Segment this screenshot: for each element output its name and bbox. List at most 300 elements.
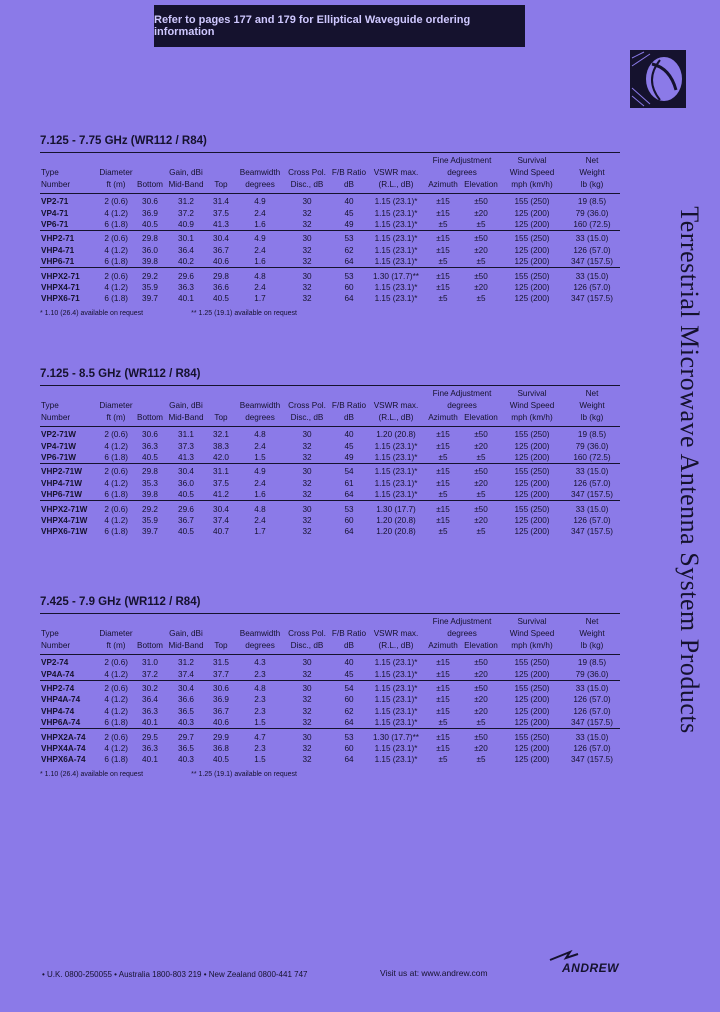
cell-gain-bottom: 39.8 xyxy=(142,257,158,267)
cell-type-number: VHPX2-71 xyxy=(40,268,98,282)
cell-beamwidth: 1.6 xyxy=(254,257,266,267)
cell-gain-mid: 40.5 xyxy=(178,527,194,537)
cell-fb-ratio: 64 xyxy=(344,755,354,765)
cell-vswr: 1.30 (17.7) xyxy=(368,501,424,515)
cell-gain-top: 37.4 xyxy=(213,515,229,525)
cell-fb-ratio: 64 xyxy=(344,490,354,500)
cell-cross-pol: 32 xyxy=(302,208,312,218)
header-beamwidth: Beamwidth degrees xyxy=(236,616,284,655)
cell-gain-bottom: 35.9 xyxy=(142,282,158,292)
table-row xyxy=(40,526,620,537)
cell-diameter: 4 (1.2) xyxy=(104,669,128,679)
cell-type-number: VHPX2A-74 xyxy=(40,729,98,743)
header-fine-adjustment: Fine Adjustment degrees xyxy=(432,389,492,410)
cell-vswr: 1.20 (20.8) xyxy=(376,515,416,525)
footnote: * 1.10 (26.4) available on request xyxy=(40,770,144,778)
cell-fb-ratio: 60 xyxy=(344,515,354,525)
cell-cross-pol: 32 xyxy=(302,452,312,462)
banner-text: Refer to pages 177 and 179 for Elliptical Waveguide ordering information xyxy=(154,14,471,38)
cell-azimuth: ±15 xyxy=(436,245,450,255)
cell-gain-mid: 36.5 xyxy=(178,706,194,716)
cell-gain-top: 37.5 xyxy=(213,208,229,218)
cell-gain-mid: 37.3 xyxy=(178,441,194,451)
cell-gain-mid: 36.7 xyxy=(178,515,194,525)
table-row xyxy=(40,245,620,256)
cell-elevation: ±5 xyxy=(476,257,486,267)
cell-elevation: ±20 xyxy=(474,695,488,705)
cell-fb-ratio: 53 xyxy=(330,231,368,245)
cell-gain-mid: 31.1 xyxy=(166,427,206,441)
cell-gain-bottom: 35.9 xyxy=(142,515,158,525)
cell-type-number: VP6-71W xyxy=(41,452,77,462)
cell-elevation: ±5 xyxy=(476,452,486,462)
table-row xyxy=(40,452,620,464)
cell-azimuth: ±5 xyxy=(438,452,448,462)
cell-elevation: ±50 xyxy=(462,194,500,208)
cell-cross-pol: 30 xyxy=(284,655,330,669)
cell-elevation: ±20 xyxy=(474,706,488,716)
cell-type-number: VHP2-74 xyxy=(40,680,98,694)
cell-cross-pol: 30 xyxy=(284,231,330,245)
cell-net-weight: 347 (157.5) xyxy=(571,490,613,500)
cell-vswr: 1.15 (23.1)* xyxy=(374,441,418,451)
cell-vswr: 1.15 (23.1)* xyxy=(374,282,418,292)
cell-gain-top: 41.2 xyxy=(213,490,229,500)
cell-gain-mid: 40.1 xyxy=(178,294,194,304)
cell-survival-wind: 125 (200) xyxy=(514,257,550,267)
cell-gain-top: 40.5 xyxy=(213,755,229,765)
cell-elevation: ±20 xyxy=(474,282,488,292)
cell-cross-pol: 32 xyxy=(302,478,312,488)
vertical-product-title-text: Terrestrial Microwave Antenna System Products xyxy=(675,206,704,734)
cell-azimuth: ±15 xyxy=(424,501,462,515)
cell-elevation: ±50 xyxy=(462,231,500,245)
cell-elevation: ±5 xyxy=(476,718,486,728)
cell-type-number: VHP6-71 xyxy=(41,257,75,267)
table-row xyxy=(40,282,620,293)
cell-azimuth: ±15 xyxy=(424,268,462,282)
cell-fb-ratio: 45 xyxy=(344,208,354,218)
cell-diameter: 6 (1.8) xyxy=(104,257,128,267)
section-title: 7.425 - 7.9 GHz (WR112 / R84) xyxy=(40,596,620,614)
cell-azimuth: ±15 xyxy=(424,194,462,208)
cell-diameter: 6 (1.8) xyxy=(104,219,128,229)
table-row xyxy=(40,655,620,669)
header-cross-pol: Cross Pol. Disc., dB xyxy=(284,388,330,427)
header-gain-top: Top xyxy=(206,155,236,194)
cell-fb-ratio: 45 xyxy=(344,441,354,451)
cell-net-weight: 33 (15.0) xyxy=(564,680,620,694)
cell-type-number: VHPX6-71 xyxy=(41,294,80,304)
header-net-weight: Net Weight lb (kg) xyxy=(564,616,620,655)
cell-beamwidth: 1.5 xyxy=(254,452,266,462)
cell-vswr: 1.15 (23.1)* xyxy=(374,294,418,304)
cell-gain-top: 36.8 xyxy=(213,743,229,753)
cell-beamwidth: 1.6 xyxy=(254,490,266,500)
cell-vswr: 1.15 (23.1)* xyxy=(374,490,418,500)
header-beamwidth: Beamwidth degrees xyxy=(236,388,284,427)
cell-diameter: 6 (1.8) xyxy=(104,452,128,462)
spec-table xyxy=(40,388,620,538)
cell-survival-wind: 125 (200) xyxy=(514,490,550,500)
cell-gain-bottom: 29.2 xyxy=(134,268,166,282)
header-fine-adjustment: Fine Adjustment degrees xyxy=(432,617,492,638)
section-title: 7.125 - 7.75 GHz (WR112 / R84) xyxy=(40,135,620,153)
cell-net-weight: 126 (57.0) xyxy=(573,515,611,525)
cell-gain-mid: 30.4 xyxy=(166,464,206,478)
cell-type-number: VHP6A-74 xyxy=(41,718,81,728)
cell-vswr: 1.15 (23.1)* xyxy=(368,655,424,669)
table-row xyxy=(40,515,620,526)
header-survival-wind: Survival Wind Speed mph (km/h) xyxy=(500,616,564,655)
cell-beamwidth: 1.7 xyxy=(254,294,266,304)
cell-net-weight: 160 (72.5) xyxy=(573,452,611,462)
cell-net-weight: 126 (57.0) xyxy=(573,743,611,753)
header-type-number: Type Number xyxy=(40,388,98,427)
cell-gain-bottom: 39.7 xyxy=(142,527,158,537)
cell-diameter: 4 (1.2) xyxy=(104,706,128,716)
cell-gain-bottom: 40.1 xyxy=(142,718,158,728)
cell-cross-pol: 32 xyxy=(302,441,312,451)
table-row xyxy=(40,427,620,441)
header-azimuth: Azimuth xyxy=(424,412,462,427)
table-row xyxy=(40,694,620,705)
cell-fb-ratio: 62 xyxy=(344,245,354,255)
cell-gain-bottom: 36.3 xyxy=(142,706,158,716)
cell-net-weight: 126 (57.0) xyxy=(573,478,611,488)
cell-gain-bottom: 40.1 xyxy=(142,755,158,765)
cell-vswr: 1.15 (23.1)* xyxy=(368,464,424,478)
cell-azimuth: ±15 xyxy=(436,706,450,716)
cell-vswr: 1.15 (23.1)* xyxy=(374,245,418,255)
cell-gain-mid: 30.1 xyxy=(166,231,206,245)
cell-type-number: VHPX6A-74 xyxy=(41,755,86,765)
cell-azimuth: ±5 xyxy=(438,219,448,229)
cell-gain-bottom: 30.2 xyxy=(134,680,166,694)
table-row xyxy=(40,680,620,694)
cell-net-weight: 126 (57.0) xyxy=(573,245,611,255)
cell-type-number: VP2-71W xyxy=(40,427,98,441)
cell-fb-ratio: 64 xyxy=(344,257,354,267)
ordering-info-banner xyxy=(154,5,525,47)
cell-beamwidth: 1.6 xyxy=(254,219,266,229)
cell-gain-bottom: 31.0 xyxy=(134,655,166,669)
header-survival-wind: Survival Wind Speed mph (km/h) xyxy=(500,155,564,194)
cell-vswr: 1.15 (23.1)* xyxy=(374,208,418,218)
cell-type-number: VP4A-74 xyxy=(41,669,75,679)
cell-gain-bottom: 36.0 xyxy=(142,245,158,255)
cell-diameter: 2 (0.6) xyxy=(98,729,134,743)
cell-fb-ratio: 45 xyxy=(344,669,354,679)
cell-diameter: 4 (1.2) xyxy=(104,515,128,525)
cell-fb-ratio: 53 xyxy=(330,501,368,515)
cell-cross-pol: 32 xyxy=(302,294,312,304)
cell-net-weight: 347 (157.5) xyxy=(571,294,613,304)
footnote: ** 1.25 (19.1) available on request xyxy=(191,770,297,778)
cell-gain-top: 42.0 xyxy=(213,452,229,462)
cell-vswr: 1.15 (23.1)* xyxy=(374,669,418,679)
cell-net-weight: 347 (157.5) xyxy=(571,755,613,765)
cell-gain-mid: 31.2 xyxy=(166,194,206,208)
footer-phone-numbers: • U.K. 0800-250055 • Australia 1800-803 219 • New Zealand 0800-441 747 xyxy=(42,970,308,979)
table-row xyxy=(40,717,620,729)
cell-elevation: ±50 xyxy=(462,680,500,694)
cell-net-weight: 126 (57.0) xyxy=(573,706,611,716)
cell-elevation: ±5 xyxy=(476,294,486,304)
cell-beamwidth: 1.5 xyxy=(254,755,266,765)
cell-azimuth: ±5 xyxy=(438,294,448,304)
table-row xyxy=(40,478,620,489)
cell-fb-ratio: 49 xyxy=(344,219,354,229)
header-type-number: Type Number xyxy=(40,155,98,194)
cell-survival-wind: 155 (250) xyxy=(500,501,564,515)
cell-gain-mid: 37.2 xyxy=(178,208,194,218)
cell-gain-top: 30.4 xyxy=(206,231,236,245)
cell-survival-wind: 125 (200) xyxy=(514,245,550,255)
cell-gain-bottom: 36.3 xyxy=(142,743,158,753)
cell-vswr: 1.15 (23.1)* xyxy=(374,478,418,488)
cell-diameter: 4 (1.2) xyxy=(104,282,128,292)
cell-gain-top: 29.8 xyxy=(206,268,236,282)
cell-vswr: 1.15 (23.1)* xyxy=(374,257,418,267)
cell-survival-wind: 125 (200) xyxy=(514,282,550,292)
header-survival-wind: Survival Wind Speed mph (km/h) xyxy=(500,388,564,427)
cell-gain-bottom: 30.6 xyxy=(134,194,166,208)
cell-beamwidth: 2.4 xyxy=(254,478,266,488)
cell-cross-pol: 32 xyxy=(302,695,312,705)
cell-type-number: VP2-74 xyxy=(40,655,98,669)
cell-gain-top: 40.6 xyxy=(213,257,229,267)
cell-beamwidth: 2.4 xyxy=(254,282,266,292)
andrew-logo xyxy=(548,948,628,978)
cell-gain-top: 36.7 xyxy=(213,245,229,255)
cell-survival-wind: 155 (250) xyxy=(500,231,564,245)
cell-gain-top: 40.5 xyxy=(213,294,229,304)
header-vswr: VSWR max. (R.L., dB) xyxy=(368,616,424,655)
cell-gain-top: 36.6 xyxy=(213,282,229,292)
cell-gain-top: 31.4 xyxy=(206,194,236,208)
cell-net-weight: 79 (36.0) xyxy=(575,208,609,218)
cell-diameter: 4 (1.2) xyxy=(104,441,128,451)
cell-elevation: ±20 xyxy=(474,669,488,679)
cell-cross-pol: 30 xyxy=(284,268,330,282)
table-row xyxy=(40,268,620,282)
cell-gain-bottom: 30.6 xyxy=(134,427,166,441)
cell-diameter: 2 (0.6) xyxy=(98,464,134,478)
cell-gain-bottom: 29.8 xyxy=(134,231,166,245)
header-fb-ratio: F/B Ratio dB xyxy=(330,388,368,427)
cell-gain-mid: 36.3 xyxy=(178,282,194,292)
cell-vswr: 1.15 (23.1)* xyxy=(374,219,418,229)
cell-beamwidth: 2.4 xyxy=(254,441,266,451)
cell-type-number: VHP4-71 xyxy=(41,245,75,255)
cell-net-weight: 79 (36.0) xyxy=(575,669,609,679)
cell-elevation: ±20 xyxy=(474,245,488,255)
cell-survival-wind: 125 (200) xyxy=(514,669,550,679)
cell-beamwidth: 2.4 xyxy=(254,208,266,218)
cell-cross-pol: 32 xyxy=(302,669,312,679)
footnote: * 1.10 (26.4) available on request xyxy=(40,309,144,317)
cell-type-number: VHP2-71 xyxy=(40,231,98,245)
cell-survival-wind: 125 (200) xyxy=(514,718,550,728)
section-7125-85 xyxy=(40,368,620,538)
cell-vswr: 1.20 (20.8) xyxy=(376,527,416,537)
cell-survival-wind: 125 (200) xyxy=(514,441,550,451)
table-row xyxy=(40,743,620,754)
cell-survival-wind: 155 (250) xyxy=(500,194,564,208)
cell-cross-pol: 30 xyxy=(284,464,330,478)
cell-type-number: VP4-71 xyxy=(41,208,69,218)
cell-fb-ratio: 64 xyxy=(344,527,354,537)
cell-cross-pol: 30 xyxy=(284,427,330,441)
cell-survival-wind: 155 (250) xyxy=(500,729,564,743)
cell-cross-pol: 30 xyxy=(284,680,330,694)
cell-survival-wind: 155 (250) xyxy=(500,655,564,669)
cell-net-weight: 33 (15.0) xyxy=(564,501,620,515)
cell-gain-bottom: 36.4 xyxy=(142,695,158,705)
cell-gain-top: 38.3 xyxy=(213,441,229,451)
cell-diameter: 6 (1.8) xyxy=(104,490,128,500)
cell-cross-pol: 32 xyxy=(302,755,312,765)
cell-fb-ratio: 40 xyxy=(330,194,368,208)
cell-fb-ratio: 61 xyxy=(344,478,354,488)
cell-gain-bottom: 35.3 xyxy=(142,478,158,488)
header-net-weight: Net Weight lb (kg) xyxy=(564,388,620,427)
cell-gain-top: 40.6 xyxy=(213,718,229,728)
header-gain-mid: Gain, dBi Mid-Band xyxy=(166,616,206,655)
cell-azimuth: ±15 xyxy=(436,441,450,451)
cell-type-number: VHP6-71W xyxy=(41,490,82,500)
cell-beamwidth: 2.3 xyxy=(254,695,266,705)
header-net-weight: Net Weight lb (kg) xyxy=(564,155,620,194)
cell-azimuth: ±15 xyxy=(436,515,450,525)
cell-type-number: VHPX4-71 xyxy=(41,282,80,292)
cell-gain-mid: 29.6 xyxy=(166,268,206,282)
cell-survival-wind: 125 (200) xyxy=(514,743,550,753)
table-row xyxy=(40,231,620,245)
cell-gain-top: 41.3 xyxy=(213,219,229,229)
cell-vswr: 1.15 (23.1)* xyxy=(374,743,418,753)
cell-elevation: ±50 xyxy=(462,268,500,282)
cell-survival-wind: 125 (200) xyxy=(514,452,550,462)
cell-survival-wind: 155 (250) xyxy=(500,427,564,441)
cell-beamwidth: 2.3 xyxy=(254,743,266,753)
header-diameter: Diameter ft (m) xyxy=(98,616,134,655)
cell-survival-wind: 125 (200) xyxy=(514,695,550,705)
cell-type-number: VP4-71W xyxy=(41,441,77,451)
cell-azimuth: ±15 xyxy=(424,427,462,441)
header-azimuth: Azimuth xyxy=(424,179,462,194)
cell-diameter: 2 (0.6) xyxy=(98,501,134,515)
header-fb-ratio: F/B Ratio dB xyxy=(330,155,368,194)
cell-beamwidth: 4.9 xyxy=(236,464,284,478)
cell-elevation: ±50 xyxy=(462,464,500,478)
cell-fb-ratio: 64 xyxy=(344,718,354,728)
cell-azimuth: ±15 xyxy=(424,231,462,245)
header-gain-bottom: Bottom xyxy=(134,616,166,655)
cell-net-weight: 19 (8.5) xyxy=(564,194,620,208)
header-gain-mid: Gain, dBi Mid-Band xyxy=(166,388,206,427)
cell-elevation: ±5 xyxy=(476,490,486,500)
cell-beamwidth: 1.7 xyxy=(254,527,266,537)
cell-survival-wind: 125 (200) xyxy=(514,755,550,765)
header-cross-pol: Cross Pol. Disc., dB xyxy=(284,155,330,194)
cell-gain-top: 31.1 xyxy=(206,464,236,478)
cell-beamwidth: 4.3 xyxy=(236,655,284,669)
cell-net-weight: 19 (8.5) xyxy=(564,427,620,441)
cell-type-number: VHP4-74 xyxy=(41,706,75,716)
cell-gain-bottom: 39.7 xyxy=(142,294,158,304)
header-type-number: Type Number xyxy=(40,616,98,655)
cell-cross-pol: 32 xyxy=(302,219,312,229)
cell-net-weight: 347 (157.5) xyxy=(571,527,613,537)
table-row xyxy=(40,207,620,218)
cell-gain-mid: 41.3 xyxy=(178,452,194,462)
cell-beamwidth: 2.4 xyxy=(254,245,266,255)
cell-gain-bottom: 36.3 xyxy=(142,441,158,451)
header-elevation: Elevation xyxy=(462,640,500,655)
table-row xyxy=(40,219,620,231)
cell-cross-pol: 32 xyxy=(302,257,312,267)
cell-fb-ratio: 60 xyxy=(344,743,354,753)
spec-table xyxy=(40,616,620,766)
footnote: ** 1.25 (19.1) available on request xyxy=(191,309,297,317)
cell-gain-mid: 36.5 xyxy=(178,743,194,753)
cell-gain-mid: 31.2 xyxy=(166,655,206,669)
cell-survival-wind: 155 (250) xyxy=(500,268,564,282)
cell-fb-ratio: 49 xyxy=(344,452,354,462)
cell-gain-mid: 29.7 xyxy=(166,729,206,743)
cell-type-number: VHP2-71W xyxy=(40,464,98,478)
cell-elevation: ±50 xyxy=(462,501,500,515)
cell-azimuth: ±5 xyxy=(438,257,448,267)
cell-elevation: ±20 xyxy=(474,441,488,451)
table-row xyxy=(40,464,620,478)
cell-vswr: 1.15 (23.1)* xyxy=(374,706,418,716)
cell-gain-bottom: 40.5 xyxy=(142,452,158,462)
cell-azimuth: ±15 xyxy=(424,680,462,694)
cell-beamwidth: 1.5 xyxy=(254,718,266,728)
cell-cross-pol: 30 xyxy=(284,729,330,743)
table-row xyxy=(40,501,620,515)
cell-net-weight: 33 (15.0) xyxy=(564,729,620,743)
cell-survival-wind: 125 (200) xyxy=(514,294,550,304)
cell-survival-wind: 155 (250) xyxy=(500,680,564,694)
header-diameter: Diameter ft (m) xyxy=(98,155,134,194)
footer-website[interactable]: Visit us at: www.andrew.com xyxy=(380,968,488,978)
cell-cross-pol: 30 xyxy=(284,501,330,515)
cell-gain-mid: 36.4 xyxy=(178,245,194,255)
cell-beamwidth: 2.3 xyxy=(254,669,266,679)
cell-gain-mid: 40.3 xyxy=(178,755,194,765)
cell-net-weight: 160 (72.5) xyxy=(573,219,611,229)
cell-elevation: ±20 xyxy=(474,208,488,218)
cell-vswr: 1.15 (23.1)* xyxy=(374,755,418,765)
section-title: 7.125 - 8.5 GHz (WR112 / R84) xyxy=(40,368,620,386)
cell-vswr: 1.15 (23.1)* xyxy=(368,194,424,208)
cell-azimuth: ±15 xyxy=(436,478,450,488)
cell-fb-ratio: 54 xyxy=(330,464,368,478)
cell-gain-bottom: 29.5 xyxy=(134,729,166,743)
cell-gain-bottom: 40.5 xyxy=(142,219,158,229)
cell-gain-top: 32.1 xyxy=(206,427,236,441)
cell-net-weight: 126 (57.0) xyxy=(573,282,611,292)
cell-azimuth: ±15 xyxy=(436,743,450,753)
header-gain-bottom: Bottom xyxy=(134,155,166,194)
cell-type-number: VHPX6-71W xyxy=(41,527,88,537)
cell-diameter: 2 (0.6) xyxy=(98,194,134,208)
cell-elevation: ±50 xyxy=(462,655,500,669)
